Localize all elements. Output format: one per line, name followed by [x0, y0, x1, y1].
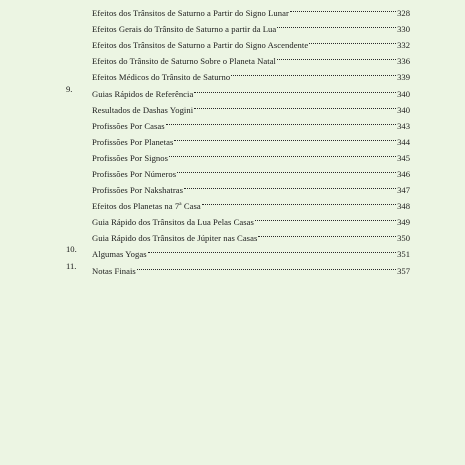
- toc-entry-page: 345: [397, 153, 410, 163]
- toc-entry-page: 339: [397, 72, 410, 82]
- toc-entry-page: 343: [397, 121, 410, 131]
- toc-entry[interactable]: [92, 64, 410, 80]
- toc-chapter-entry[interactable]: [66, 258, 410, 274]
- toc-leader-dots: [174, 129, 396, 145]
- toc-entry-title: Efeitos dos Trânsitos de Saturno a Partir do Signo Ascendente: [92, 40, 309, 50]
- toc-leader-dots: [290, 0, 396, 16]
- toc-entry-title-main: Efeitos dos Planetas na 7: [92, 201, 180, 211]
- toc-leader-dots: [177, 161, 396, 177]
- toc-entry[interactable]: [92, 16, 410, 32]
- toc-entry-title: Profissões Por Signos: [92, 153, 169, 163]
- toc-entry-title: Algumas Yogas: [92, 249, 147, 259]
- toc-entry-title: Guias Rápidos de Referência: [92, 89, 194, 99]
- toc-entry-page: 332: [397, 40, 410, 50]
- toc-entry-page: 351: [397, 249, 410, 259]
- toc-entry[interactable]: [92, 145, 410, 161]
- toc-leader-dots: [277, 48, 396, 64]
- toc-leader-dots: [277, 16, 396, 32]
- toc-entry-title: Profissões Por Planetas: [92, 137, 174, 147]
- toc-chapter-number: 9.: [66, 84, 73, 94]
- toc-chapter-number: 10.: [66, 244, 77, 254]
- toc-leader-dots: [137, 258, 396, 274]
- toc-entry-title-end: Casa: [181, 201, 201, 211]
- toc-entry-page: 340: [397, 105, 410, 115]
- toc-entry[interactable]: [92, 225, 410, 241]
- toc-entry-title: Guia Rápido dos Trânsitos de Júpiter nas Casas: [92, 233, 258, 243]
- toc-entry-title: Efeitos do Trânsito de Saturno Sobre o Planeta Natal: [92, 56, 276, 66]
- toc-entry-page: 344: [397, 137, 410, 147]
- toc-entry-title: Profissões Por Nakshatras: [92, 185, 183, 195]
- toc-entry[interactable]: [92, 0, 410, 16]
- toc-entry[interactable]: [92, 48, 410, 64]
- toc-leader-dots: [202, 193, 396, 209]
- toc-chapter-entry[interactable]: [66, 81, 410, 97]
- toc-entry-title: Efeitos Gerais do Trânsito de Saturno a partir da Lua: [92, 24, 277, 34]
- toc-entry-page: 349: [397, 217, 410, 227]
- toc-entry[interactable]: [92, 32, 410, 48]
- toc-entry-page: 350: [397, 233, 410, 243]
- toc-entry-page: 348: [397, 201, 410, 211]
- toc-leader-dots: [184, 177, 396, 193]
- toc-entry-title: Profissões Por Casas: [92, 121, 165, 131]
- toc-entry-title: Efeitos dos Trânsitos de Saturno a Partir do Signo Lunar: [92, 8, 289, 18]
- toc-entry-title: Profissões Por Números: [92, 169, 177, 179]
- toc-leader-dots: [309, 32, 396, 48]
- toc-entry-title: Resultados de Dashas Yogini: [92, 105, 194, 115]
- toc-entry[interactable]: [92, 161, 410, 177]
- toc-leader-dots: [255, 209, 396, 225]
- toc-entry[interactable]: [92, 113, 410, 129]
- toc-entry[interactable]: [92, 193, 410, 209]
- toc-entry-page: 347: [397, 185, 410, 195]
- toc-leader-dots: [231, 64, 396, 80]
- toc-entry-page: 340: [397, 89, 410, 99]
- toc-leader-dots: [258, 225, 396, 241]
- toc-entry-title: Notas Finais: [92, 266, 136, 276]
- toc-entry-title: Efeitos Médicos do Trânsito de Saturno: [92, 72, 231, 82]
- toc-leader-dots: [166, 113, 396, 129]
- toc-leader-dots: [194, 81, 396, 97]
- toc-leader-dots: [148, 241, 397, 257]
- toc-entry-page: 330: [397, 24, 410, 34]
- toc-entry[interactable]: [92, 97, 410, 113]
- toc-entry-title: Guia Rápido dos Trânsitos da Lua Pelas Casas: [92, 217, 254, 227]
- toc-chapter-number: 11.: [66, 261, 77, 271]
- toc-entry-title-sup: a: [179, 201, 182, 208]
- toc-entry-page: 328: [397, 8, 410, 18]
- toc-leader-dots: [194, 97, 396, 113]
- toc-entry-page: 336: [397, 56, 410, 66]
- toc-entry-page: 346: [397, 169, 410, 179]
- toc-entry[interactable]: [92, 177, 410, 193]
- toc-entry[interactable]: [92, 209, 410, 225]
- toc-entry[interactable]: [92, 129, 410, 145]
- toc-chapter-entry[interactable]: [66, 241, 410, 257]
- toc-leader-dots: [169, 145, 396, 161]
- toc-entry-page: 357: [397, 266, 410, 276]
